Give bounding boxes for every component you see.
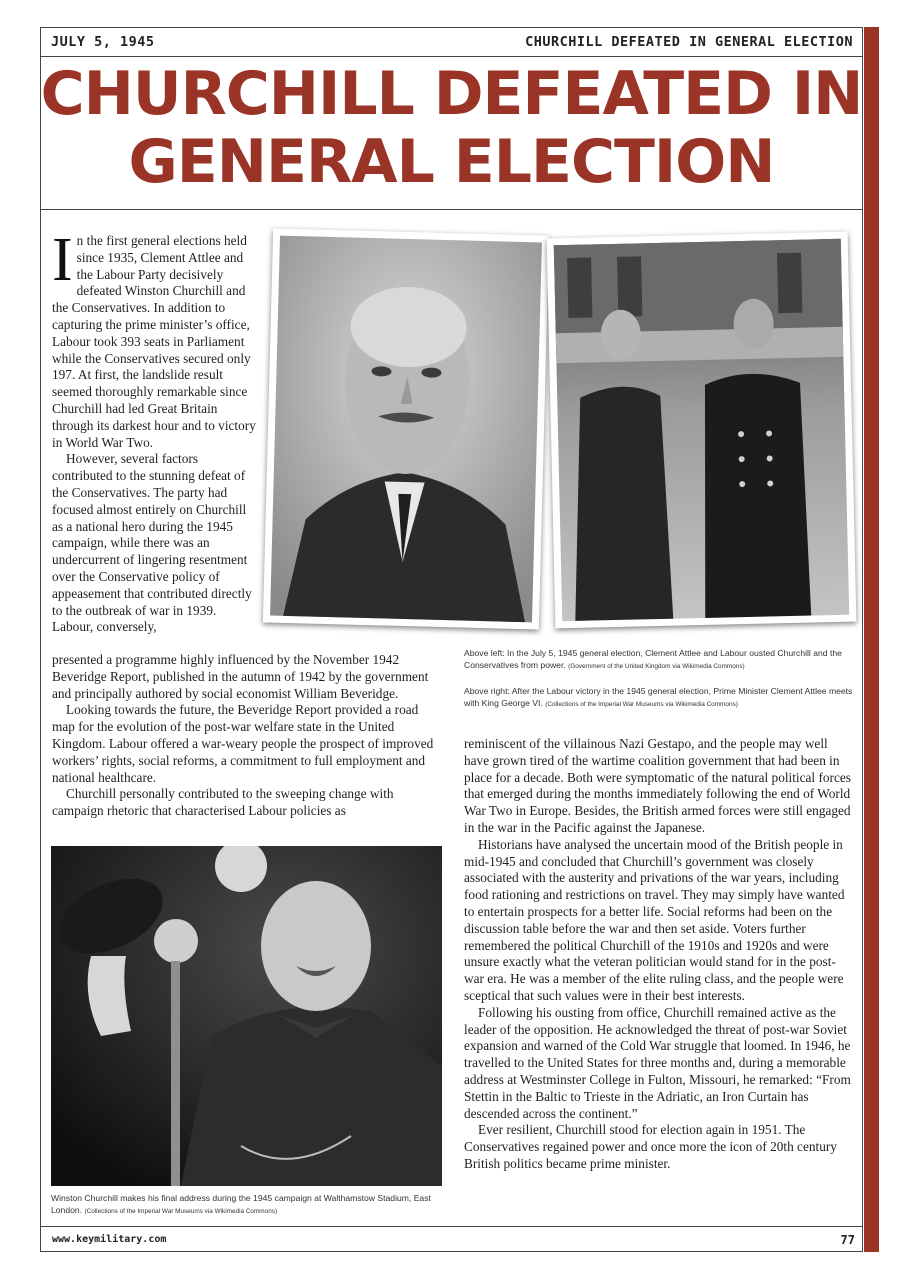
paragraph-4: Churchill personally contributed to the sweeping change with campaign rhetoric that characterised Labour policies as xyxy=(52,786,394,819)
attlee-king-image xyxy=(547,232,857,629)
footer-divider xyxy=(40,1226,863,1227)
accent-edge-bar xyxy=(864,27,879,1252)
running-title: CHURCHILL DEFEATED IN GENERAL ELECTION xyxy=(525,34,853,50)
paragraph-3: Looking towards the future, the Beveridge Report provided a road map for the evolution of the post-war welfare state in the United Kingdom. Labour offered a war-weary people the prospect of improved workers’ rights, social reforms, a commitment to full employment and national healthcare. xyxy=(52,702,434,785)
caption-credit: (Collections of the Imperial War Museums via Wikimedia Commons) xyxy=(545,700,738,708)
footer-url[interactable]: www.keymilitary.com xyxy=(52,1234,167,1245)
paragraph-4-continued: reminiscent of the villainous Nazi Gestapo, and the people may well have grown tired of the wartime coalition government that had been in place for a decade. Both were symptomatic of the natural political forces that emerged during the months immediately following the end of World War Two in Europe. Besides, the British armed forces were still engaged in the war in the Pacific against the Japanese. xyxy=(464,736,851,835)
article-column-1-continued xyxy=(52,652,442,820)
caption-attlee-king: Above right: After the Labour victory in the 1945 general election, Prime Minister Clement Attlee meets with King George VI. (Collections of the Imperial War Museums via Wikimedia Commons) xyxy=(464,686,853,708)
photo-churchill-speech xyxy=(51,846,442,1186)
caption-churchill-speech: Winston Churchill makes his final address during the 1945 campaign at Walthamstow Stadium, East London. (Collections of the Imperial War Museums via Wikimedia Commons) xyxy=(51,1193,431,1215)
paragraph-2-continued: presented a programme highly influenced by the November 1942 Beveridge Report, published in the autumn of 1942 by the government and principally authored by social economist William Beveridge. xyxy=(52,652,429,701)
page-number: 77 xyxy=(840,1233,855,1247)
attlee-portrait-image xyxy=(263,228,549,629)
headline: CHURCHILL DEFEATED IN GENERAL ELECTION xyxy=(40,59,863,197)
paragraph-2: However, several factors contributed to the stunning defeat of the Conservatives. The party had focused almost entirely on Churchill as a national hero during the 1945 campaign, while there was an undercurrent of lingering resentment over the Conservative policy of appeasement that contributed directly to the outbreak of war in 1939. Labour, conversely, xyxy=(52,451,252,635)
photo-attlee-king xyxy=(547,232,857,629)
running-head xyxy=(40,27,863,57)
caption-credit: (Government of the United Kingdom via Wikimedia Commons) xyxy=(568,662,745,670)
caption-attlee-portrait: Above left: In the July 5, 1945 general election, Clement Attlee and Labour ousted Churchill and the Conservatives from power. (Government of the United Kingdom via Wikimedia Commons) xyxy=(464,648,842,670)
paragraph-5: Historians have analysed the uncertain mood of the British people in mid-1945 and concluded that Churchill’s government was closely associated with the austerity and privations of the war years, including food rationing and restrictions on travel. They may simply have wanted to entertain prospects for a better life. Social reforms had been on the discussion table before the war and then set aside. Voters further remembered the political Churchill of the 1910s and 1920s and were unsure exactly what the veteran politician would stand for in the post-war era. He was a member of the elite ruling class, and the people were sceptical that such values were in their best interests. xyxy=(464,836,845,1003)
issue-date: JULY 5, 1945 xyxy=(51,34,155,50)
photo-attlee-portrait xyxy=(263,228,549,629)
churchill-speech-image xyxy=(51,846,442,1186)
paragraph-7: Ever resilient, Churchill stood for election again in 1951. The Conservatives regained power and once more the icon of 20th century British politics became prime minister. xyxy=(464,1122,837,1171)
article-column-1 xyxy=(52,226,257,636)
paragraph-1: In the first general elections held since 1935, Clement Attlee and the Labour Party decisively defeated Winston Churchill and the Conservatives. In addition to capturing the prime minister’s office, Labour took 393 seats in Parliament while the Conservatives secured only 197. At first, the landslide result seemed thoroughly remarkable since Churchill had led Great Britain through its darkest hour and to victory in World War Two. xyxy=(52,226,256,450)
paragraph-6: Following his ousting from office, Churchill remained active as the leader of the opposition. He acknowledged the threat of post-war Soviet expansion and warned of the Cold War struggle that loomed. In 1946, he travelled to the United States for three months and, during a memorable address at Westminster College in Fulton, Missouri, he remarked: “From Stettin in the Baltic to Trieste in the Adriatic, an Iron Curtain has descended across the continent.” xyxy=(464,1004,851,1121)
caption-credit: (Collections of the Imperial War Museums via Wikimedia Commons) xyxy=(84,1207,278,1215)
drop-cap: I xyxy=(52,226,73,294)
headline-divider xyxy=(40,209,863,210)
article-column-2 xyxy=(464,736,854,1173)
